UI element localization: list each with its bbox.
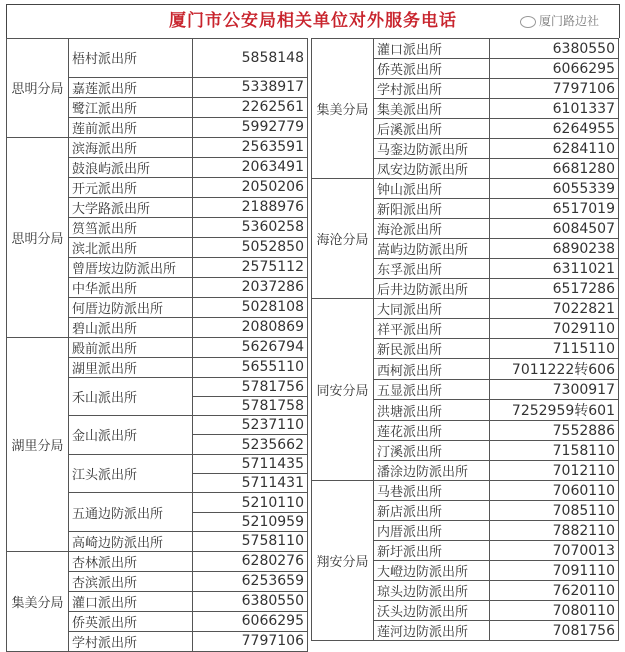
- station-name: 禾山派出所: [69, 377, 193, 416]
- phone-number: 6517286: [490, 279, 619, 299]
- phone-number: 7620110: [490, 581, 619, 601]
- phone-number: 5237110: [193, 416, 308, 435]
- phone-number: 5210110: [193, 493, 308, 512]
- phone-number: 6280276: [193, 551, 308, 571]
- phone-number: 5711435: [193, 454, 308, 473]
- phone-number: 5781758: [193, 396, 308, 415]
- station-name: 金山派出所: [69, 416, 193, 455]
- phone-number: 5028108: [193, 297, 308, 317]
- phone-number: 7029110: [490, 319, 619, 339]
- column-gap: [308, 38, 311, 639]
- station-name: 洪塘派出所: [374, 400, 490, 421]
- station-name: 嘉莲派出所: [69, 77, 193, 97]
- station-name: 马銮边防派出所: [374, 139, 490, 159]
- station-name: 莲河边防派出所: [374, 621, 490, 641]
- station-name: 滨北派出所: [69, 237, 193, 257]
- phone-number: 7060110: [490, 481, 619, 501]
- phone-number: 7011222转606: [490, 359, 619, 380]
- station-name: 杏林派出所: [69, 551, 193, 571]
- phone-number: 7115110: [490, 339, 619, 359]
- station-name: 东孚派出所: [374, 259, 490, 279]
- table-row: [312, 179, 619, 199]
- phone-number: 6264955: [490, 119, 619, 139]
- station-name: 高崎边防派出所: [69, 531, 193, 551]
- station-name: 梧村派出所: [69, 39, 193, 78]
- phone-number: 7085110: [490, 501, 619, 521]
- phone-number: 6681280: [490, 159, 619, 179]
- district-cell: 思明分局: [7, 137, 69, 337]
- phone-number: 2037286: [193, 277, 308, 297]
- watermark: [520, 14, 599, 28]
- station-name: 汀溪派出所: [374, 441, 490, 461]
- phone-number: 7797106: [193, 631, 308, 651]
- district-cell: 海沧分局: [312, 179, 374, 299]
- station-name: 杏滨派出所: [69, 571, 193, 591]
- phone-number: 6517019: [490, 199, 619, 219]
- station-name: 海沧派出所: [374, 219, 490, 239]
- station-name: 筼筜派出所: [69, 217, 193, 237]
- table-row: [312, 481, 619, 501]
- station-name: 滨海派出所: [69, 137, 193, 157]
- station-name: 学村派出所: [69, 631, 193, 651]
- station-name: 何厝边防派出所: [69, 297, 193, 317]
- station-name: 莲前派出所: [69, 117, 193, 137]
- phone-number: 5235662: [193, 435, 308, 454]
- station-name: 大学路派出所: [69, 197, 193, 217]
- station-name: 曾厝垵边防派出所: [69, 257, 193, 277]
- station-name: 马巷派出所: [374, 481, 490, 501]
- station-name: 内厝派出所: [374, 521, 490, 541]
- station-name: 集美派出所: [374, 99, 490, 119]
- table-row: [7, 551, 308, 571]
- phone-number: 7552886: [490, 421, 619, 441]
- station-name: 新店派出所: [374, 501, 490, 521]
- page-title: 厦门市公安局相关单位对外服务电话: [6, 4, 620, 38]
- station-name: 开元派出所: [69, 177, 193, 197]
- district-cell: 集美分局: [7, 551, 69, 651]
- phone-number: 6890238: [490, 239, 619, 259]
- station-name: 灌口派出所: [374, 39, 490, 59]
- phone-number: 7158110: [490, 441, 619, 461]
- station-name: 钟山派出所: [374, 179, 490, 199]
- station-name: 凤安边防派出所: [374, 159, 490, 179]
- phone-number: 5338917: [193, 77, 308, 97]
- phone-number: 5052850: [193, 237, 308, 257]
- phone-number: 6284110: [490, 139, 619, 159]
- phone-number: 7012110: [490, 461, 619, 481]
- phone-number: 5626794: [193, 337, 308, 357]
- district-cell: 翔安分局: [312, 481, 374, 641]
- table-row: [312, 39, 619, 59]
- phone-number: 5360258: [193, 217, 308, 237]
- phone-number: 7797106: [490, 79, 619, 99]
- station-name: 灌口派出所: [69, 591, 193, 611]
- station-name: 大嶝边防派出所: [374, 561, 490, 581]
- phone-number: 5655110: [193, 357, 308, 377]
- station-name: 碧山派出所: [69, 317, 193, 337]
- station-name: 后溪派出所: [374, 119, 490, 139]
- phone-number: 2575112: [193, 257, 308, 277]
- phone-number: 5781756: [193, 377, 308, 396]
- phone-number: 5758110: [193, 531, 308, 551]
- phone-number: 7300917: [490, 380, 619, 400]
- phone-number: 5210959: [193, 512, 308, 531]
- phone-number: 7091110: [490, 561, 619, 581]
- station-name: 祥平派出所: [374, 319, 490, 339]
- phone-number: 6084507: [490, 219, 619, 239]
- phone-number: 5858148: [193, 39, 308, 78]
- phone-number: 2080869: [193, 317, 308, 337]
- phone-number: 6066295: [490, 59, 619, 79]
- phone-number: 2188976: [193, 197, 308, 217]
- phone-number: 7081756: [490, 621, 619, 641]
- phone-number: 6055339: [490, 179, 619, 199]
- station-name: 湖里派出所: [69, 357, 193, 377]
- phone-number: 7022821: [490, 299, 619, 319]
- phone-number: 6101337: [490, 99, 619, 119]
- station-name: 新阳派出所: [374, 199, 490, 219]
- phone-number: 7070013: [490, 541, 619, 561]
- district-cell: 湖里分局: [7, 337, 69, 551]
- wechat-icon: [520, 16, 536, 28]
- phone-number: 2063491: [193, 157, 308, 177]
- station-name: 五显派出所: [374, 380, 490, 400]
- district-cell: 同安分局: [312, 299, 374, 481]
- station-name: 潘涂边防派出所: [374, 461, 490, 481]
- phone-number: 2262561: [193, 97, 308, 117]
- station-name: 琼头边防派出所: [374, 581, 490, 601]
- station-name: 大同派出所: [374, 299, 490, 319]
- station-name: 鹭江派出所: [69, 97, 193, 117]
- station-name: 学村派出所: [374, 79, 490, 99]
- station-name: 中华派出所: [69, 277, 193, 297]
- phone-number: 2563591: [193, 137, 308, 157]
- phone-number: 6380550: [193, 591, 308, 611]
- phone-number: 6066295: [193, 611, 308, 631]
- station-name: 西柯派出所: [374, 359, 490, 380]
- phone-number: 2050206: [193, 177, 308, 197]
- phone-number: 5711431: [193, 474, 308, 493]
- phone-number: 5992779: [193, 117, 308, 137]
- station-name: 鼓浪屿派出所: [69, 157, 193, 177]
- station-name: 沃头边防派出所: [374, 601, 490, 621]
- phone-number: 6253659: [193, 571, 308, 591]
- phone-number: 7252959转601: [490, 400, 619, 421]
- phone-table-left: [6, 38, 308, 652]
- station-name: 新民派出所: [374, 339, 490, 359]
- table-row: [7, 39, 308, 78]
- district-cell: 思明分局: [7, 39, 69, 138]
- phone-number: 6380550: [490, 39, 619, 59]
- station-name: 侨英派出所: [69, 611, 193, 631]
- phone-number: 7882110: [490, 521, 619, 541]
- station-name: 侨英派出所: [374, 59, 490, 79]
- station-name: 新圩派出所: [374, 541, 490, 561]
- phone-table-right: [311, 38, 619, 641]
- station-name: 五通边防派出所: [69, 493, 193, 532]
- phone-number: 6311021: [490, 259, 619, 279]
- station-name: 殿前派出所: [69, 337, 193, 357]
- station-name: 后井边防派出所: [374, 279, 490, 299]
- station-name: 江头派出所: [69, 454, 193, 493]
- watermark-text: 厦门路边社: [539, 14, 600, 28]
- station-name: 莲花派出所: [374, 421, 490, 441]
- district-cell: 集美分局: [312, 39, 374, 179]
- station-name: 嵩屿边防派出所: [374, 239, 490, 259]
- table-row: [312, 299, 619, 319]
- table-row: [7, 137, 308, 157]
- phone-number: 7080110: [490, 601, 619, 621]
- table-row: [7, 337, 308, 357]
